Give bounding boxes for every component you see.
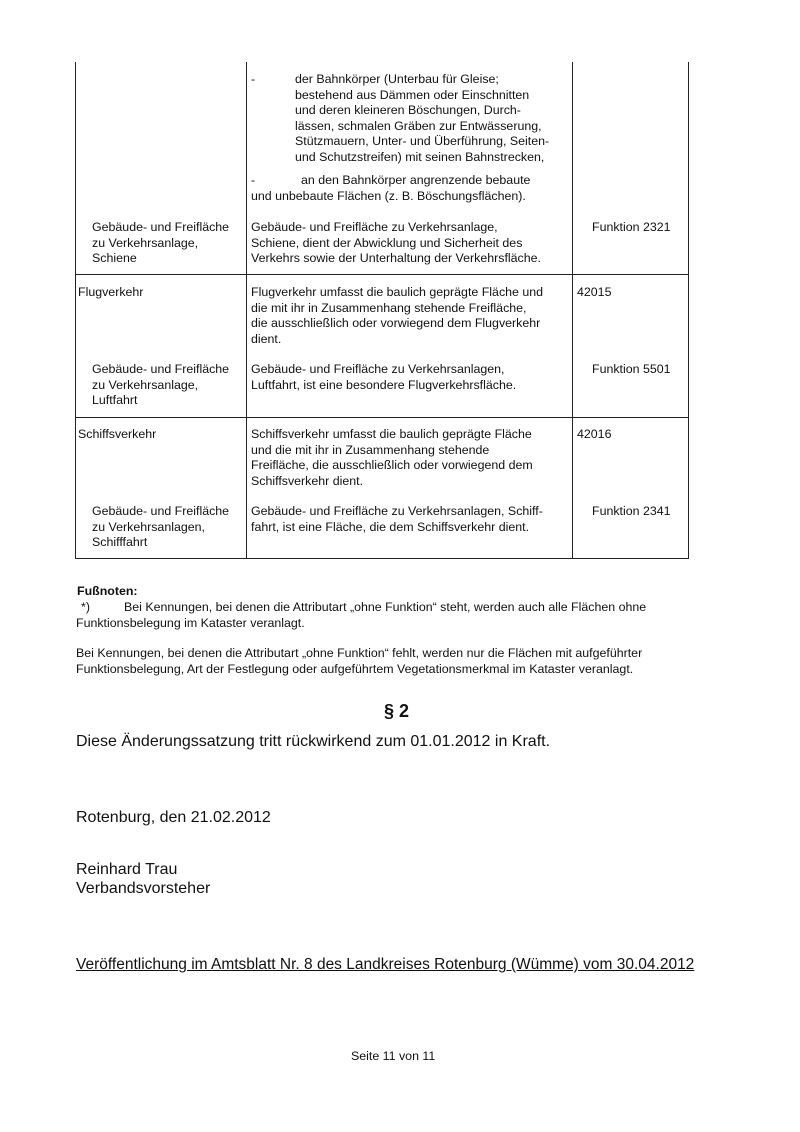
category-code: 42016 [577, 427, 612, 441]
signatory-title: Verbandsvorsteher [76, 880, 211, 897]
category-sub-label [92, 362, 229, 409]
list-dash: - [251, 72, 256, 86]
category-code: Funktion 2341 [592, 504, 671, 518]
category-description [251, 427, 533, 489]
text-line: Gebäude- und Freifläche [92, 362, 230, 376]
signatory-name: Reinhard Trau [76, 861, 178, 878]
text-line: lässen, schmalen Gräben zur Entwässerung, [295, 118, 542, 133]
category-main-label: Flugverkehr [78, 285, 144, 299]
continuation-item-1 [295, 72, 549, 165]
text-line: Gebäude- und Freifläche zu Verkehrsanlage, [251, 220, 498, 234]
text-line: an den Bahnkörper angrenzende bebaute [301, 173, 531, 187]
text-line: der Bahnkörper (Unterbau für Gleise; [295, 72, 499, 86]
text-line: und unbebaute Flächen (z. B. Böschungsflächen). [251, 188, 526, 203]
text-line: Freifläche, die ausschließlich oder vorwiegend dem [251, 458, 533, 472]
table-divider-col2 [572, 62, 573, 559]
category-main-label: Schiffsverkehr [78, 427, 157, 441]
text-line: Gebäude- und Freifläche zu Verkehrsanlagen, Schiff- [251, 504, 543, 518]
text-line: Schiene, dient der Abwicklung und Sicherheit des [251, 235, 523, 250]
text-line: und die mit ihr in Zusammenhang stehende [251, 442, 490, 457]
page-number: Seite 11 von 11 [351, 1049, 436, 1063]
table-border-right [688, 62, 689, 559]
text-line: zu Verkehrsanlage, [92, 235, 199, 250]
section-heading: § 2 [384, 701, 410, 721]
section-text: Diese Änderungssatzung tritt rückwirkend zum 01.01.2012 in Kraft. [76, 733, 551, 750]
category-sub-label [92, 504, 229, 551]
table-row-divider [75, 274, 689, 275]
text-line: Verkehrs sowie der Unterhaltung der Verkehrsfläche. [251, 251, 541, 265]
text-line: Schiffsverkehr dient. [251, 473, 364, 488]
text-line: die ausschließlich oder vorwiegend dem Flugverkehr [251, 316, 541, 330]
text-line: Schiene [92, 251, 137, 265]
table-border-left [75, 62, 76, 559]
table-divider-col1 [246, 62, 247, 559]
text-line: Stützmauern, Unter- und Überführung, Seiten- [295, 134, 550, 148]
category-code: 42015 [577, 285, 612, 299]
text-line: Schiffsverkehr umfasst die baulich geprägte Fläche [251, 427, 532, 441]
text-line: zu Verkehrsanlagen, [92, 519, 205, 534]
footnote-marker: *) [81, 600, 90, 614]
footnote-text: Bei Kennungen, bei denen die Attributart „ohne Funktion“ fehlt, werden nur die Flächen mit aufgeführter [76, 646, 643, 660]
category-description [251, 504, 543, 535]
text-line: Luftfahrt [92, 393, 138, 407]
category-code: Funktion 5501 [592, 362, 671, 376]
text-line: fahrt, ist eine Fläche, die dem Schiffsverkehr dient. [251, 519, 530, 534]
text-line: Bei Kennungen, bei denen die Attributart „ohne Funktion“ steht, werden auch alle Flächen ohne [124, 600, 647, 614]
text-line: dient. [251, 331, 282, 346]
category-sub-label [92, 220, 229, 267]
footnote-text [124, 599, 646, 615]
text-line: Flugverkehr umfasst die baulich geprägte Fläche und [251, 285, 544, 299]
table-border-bottom [75, 558, 689, 559]
table-row-divider [75, 417, 689, 418]
place-date: Rotenburg, den 21.02.2012 [76, 809, 271, 826]
text-line: Gebäude- und Freifläche zu Verkehrsanlagen, [251, 362, 505, 376]
text-line: Schifffahrt [92, 535, 148, 549]
category-description [251, 285, 543, 347]
text-line: Gebäude- und Freifläche [92, 220, 230, 234]
list-dash: - [251, 173, 256, 187]
text-line: die mit ihr in Zusammenhang stehende Freifläche, [251, 300, 527, 315]
footnote-text: Funktionsbelegung im Kataster veranlagt. [76, 616, 305, 630]
publication-note: Veröffentlichung im Amtsblatt Nr. 8 des Landkreises Rotenburg (Wümme) vom 30.04.2012 [76, 956, 695, 973]
continuation-item-2 [251, 173, 530, 204]
text-line: Gebäude- und Freifläche [92, 504, 230, 518]
text-line: und deren kleineren Böschungen, Durch- [295, 103, 521, 117]
category-code: Funktion 2321 [592, 220, 671, 234]
category-description [251, 220, 541, 267]
category-description [251, 362, 516, 393]
footnote-text: Funktionsbelegung, Art der Festlegung oder aufgeführtem Vegetationsmerkmal im Kataster veranlagt. [76, 662, 634, 676]
footnotes-title: Fußnoten: [77, 584, 138, 598]
text-line: und Schutzstreifen) mit seinen Bahnstrecken, [295, 149, 545, 164]
text-line: bestehend aus Dämmen oder Einschnitten [295, 87, 530, 102]
text-line: Luftfahrt, ist eine besondere Flugverkehrsfläche. [251, 377, 517, 392]
text-line: zu Verkehrsanlage, [92, 377, 199, 392]
